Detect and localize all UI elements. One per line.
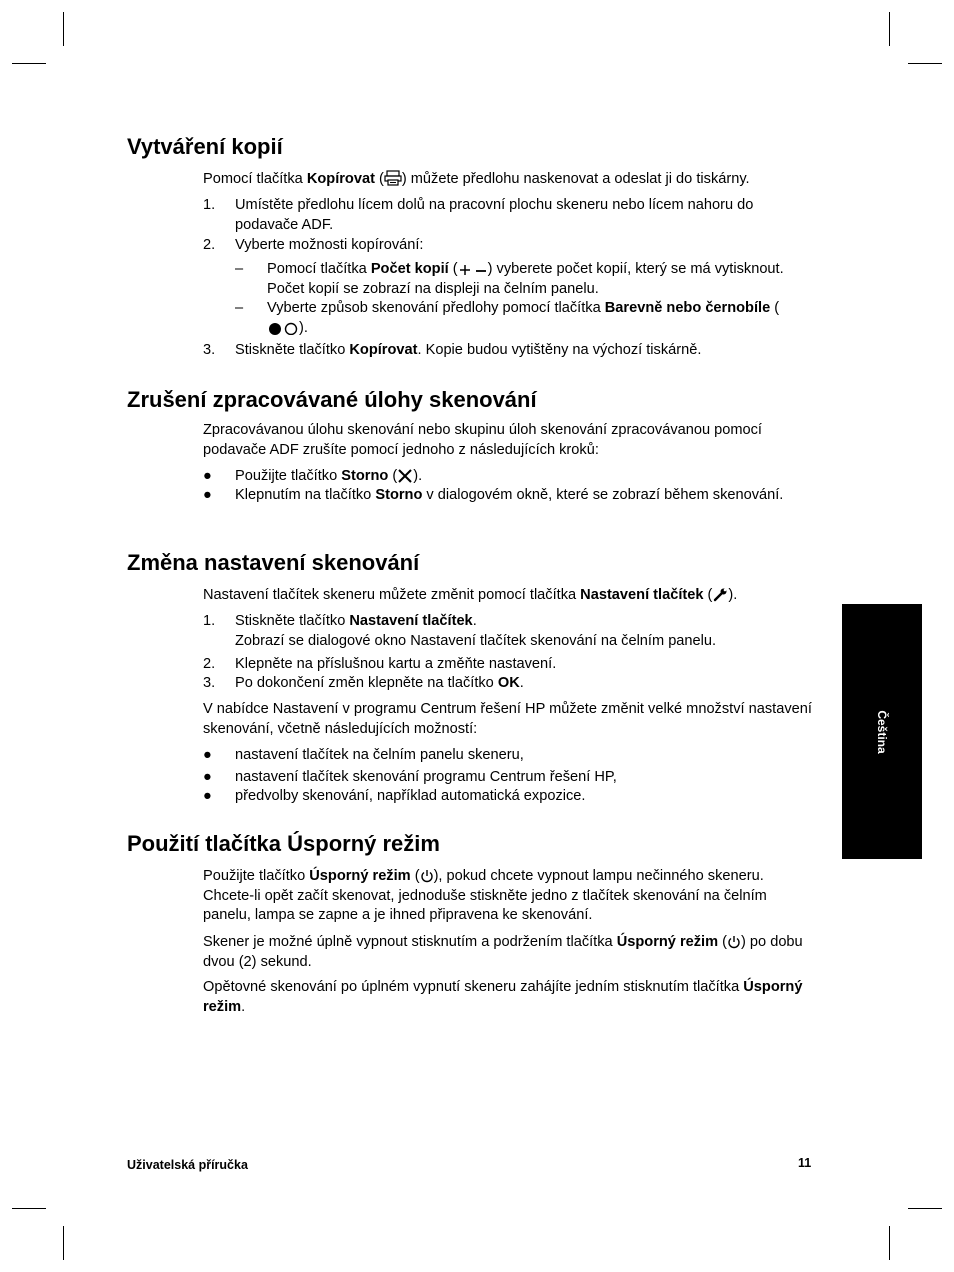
crop-mark [889,1226,890,1260]
bw-circle-icon [283,321,299,335]
power-para-3: Opětovné skenování po úplném vypnutí skeneru zahájíte jedním stisknutím tlačítka Úsporný režim. [203,979,803,1015]
crop-mark [889,12,890,46]
language-side-tab [842,604,922,859]
copy-step-3: 3. Stiskněte tlačítko Kopírovat. Kopie budou vytištěny na výchozí tiskárně. [203,342,702,358]
power-para-1: Použijte tlačítko Úsporný režim ( ), pokud chcete vypnout lampu nečinného skeneru. Chcete-li opět začít skenovat, jednoduše stiskněte jedno z tlačítek skenování na čelním panelu, lampa se zapne a je ihned připravena ke skenování. [203,868,767,923]
settings-bullet-2: ● nastavení tlačítek skenování programu Centrum řešení HP, [203,769,617,785]
settings-step-1: 1. Stiskněte tlačítko Nastavení tlačítek. Zobrazí se dialogové okno Nastavení tlačítek skenování na čelním panelu. [203,613,717,649]
crop-mark [908,1208,942,1209]
crop-mark [12,1208,46,1209]
footer-title: Uživatelská příručka [127,1158,248,1172]
crop-mark [63,12,64,46]
page-number: 11 [798,1156,812,1170]
section-title-copy: Vytváření kopií [127,134,283,159]
settings-step-3: 3. Po dokončení změn klepněte na tlačítko OK. [203,675,524,691]
cancel-bullet-2: ● Klepnutím na tlačítko Storno v dialogovém okně, které se zobrazí během skenování. [203,487,784,503]
section-title-power: Použití tlačítka Úsporný režim [127,831,440,856]
settings-step-2: 2. Klepněte na příslušnou kartu a změňte nastavení. [203,656,557,672]
copy-intro: Pomocí tlačítka Kopírovat ( ) můžete předlohu naskenovat a odeslat ji do tiskárny. [203,171,750,187]
cancel-intro: Zpracovávanou úlohu skenování nebo skupinu úloh skenování zpracovávanou pomocí podavače ADF zrušíte pomocí jednoho z následujících kroků: [203,422,762,458]
cancel-x-icon [397,469,413,483]
copy-step-2: 2. Vyberte možnosti kopírování: [203,237,424,253]
crop-mark [63,1226,64,1260]
minus-icon [472,262,488,276]
copy-icon [384,170,402,186]
section-title-settings: Změna nastavení skenování [127,550,420,575]
settings-intro: Nastavení tlačítek skeneru můžete změnit pomocí tlačítka Nastavení tlačítek ( ). [203,587,738,603]
copy-substep-1: – Pomocí tlačítka Počet kopií ( ) vyberete počet kopií, který se má vytisknout. Počet kopií se zobrazí na displeji na čelním panelu. [235,261,784,297]
language-tab-label: Čeština [875,709,889,754]
crop-mark [12,63,46,64]
copy-step-1: 1. Umístěte předlohu lícem dolů na pracovní plochu skeneru nebo lícem nahoru do podavače ADF. [203,197,754,233]
copy-substep-2: – Vyberte způsob skenování předlohy pomocí tlačítka Barevně nebo černobíle (). [235,300,780,336]
wrench-icon [712,587,728,602]
power-icon [727,935,741,949]
section-title-cancel: Zrušení zpracovávané úlohy skenování [127,387,537,412]
plus-icon [458,262,472,276]
power-para-2: Skener je možné úplně vypnout stisknutím a podržením tlačítka Úsporný režim ( ) po dobu dvou (2) sekund. [203,934,803,970]
crop-mark [908,63,942,64]
cancel-bullet-1: ● Použijte tlačítko Storno ( ). [203,468,423,484]
power-icon [420,869,434,883]
color-dot-icon [267,321,283,335]
settings-para-2: V nabídce Nastavení v programu Centrum řešení HP můžete změnit velké množství nastavení skenování, včetně následujících možností: [203,701,812,737]
settings-bullet-1: ● nastavení tlačítek na čelním panelu skeneru, [203,747,524,763]
settings-bullet-3: ● předvolby skenování, například automatická expozice. [203,788,586,804]
